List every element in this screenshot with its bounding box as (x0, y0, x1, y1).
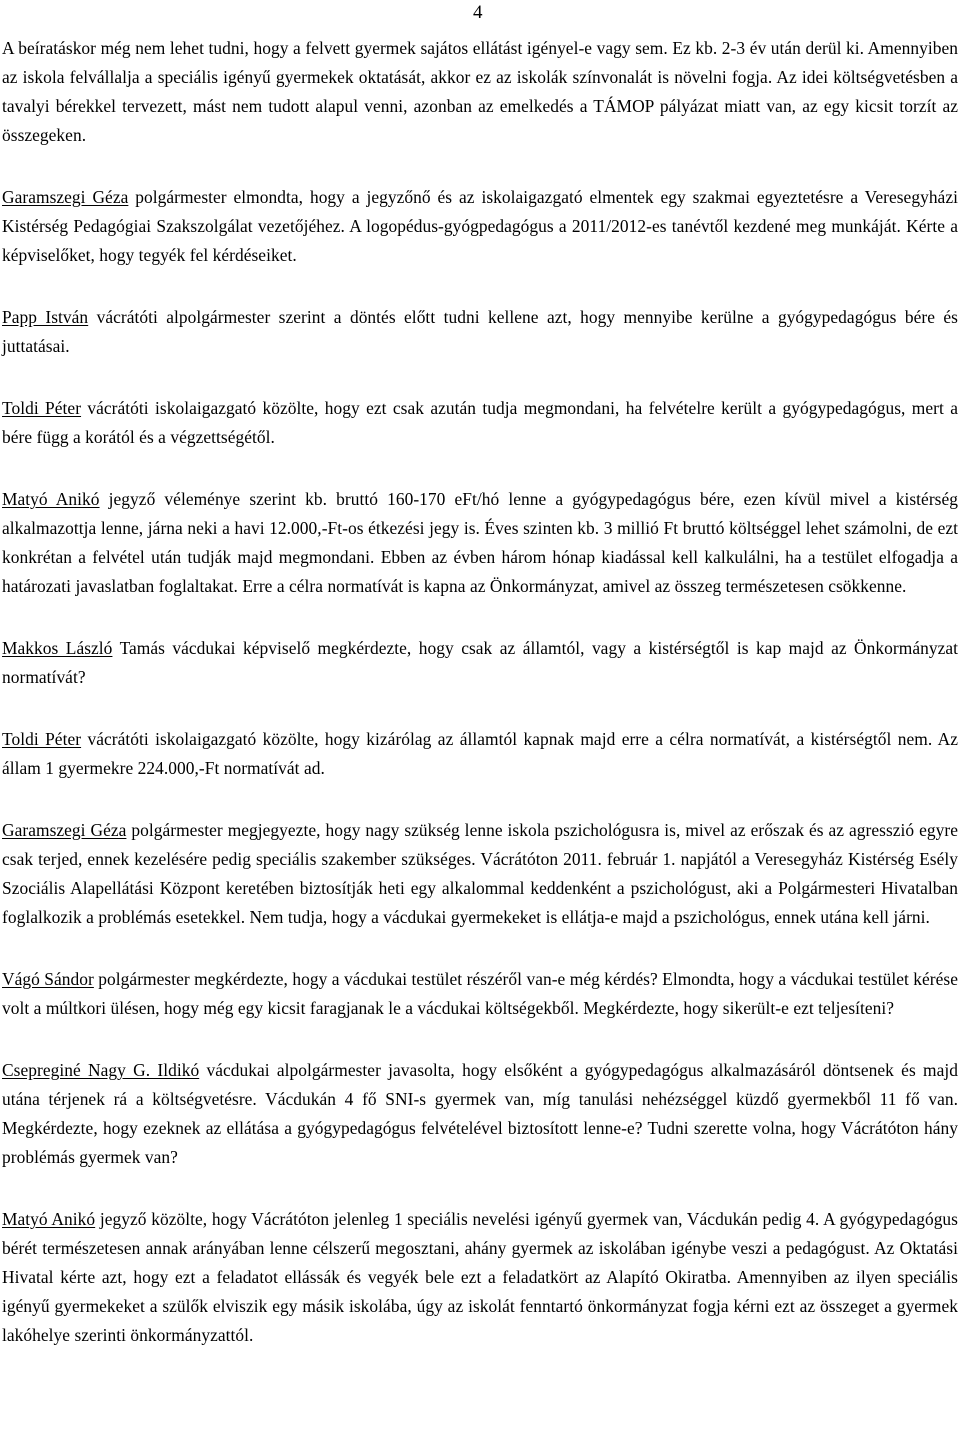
paragraph-text: polgármester megkérdezte, hogy a vácdukai testület részéről van-e még kérdés? Elmondta, hogy a vácdukai testület kérése volt a múltkori ülésen, hogy még egy kicsit faragjanak le a vácdukai költségekből. Megkérdezte, hogy sikerült-e ezt teljesíteni? (2, 969, 958, 1018)
paragraph-2 (2, 183, 958, 270)
paragraph-text: jegyző közölte, hogy Vácrátóton jelenleg 1 speciális nevelési igényű gyermek van, Vácdukán pedig 4. A gyógypedagógus bérét természetesen annak arányában lenne célszerű megosztani, ahány gyermek az iskolában igénybe veszi a pedagógust. Az Oktatási Hivatal kérte azt, hogy ezt a feladatot ellássák és vegyék bele ezt a feladatkört az Alapító Okiratba. Amennyiben az ilyen speciális igényű gyermekeket a szülők elviszik egy másik iskolába, úgy az iskolát fenntartó önkormányzat fogja kérni ezt az összeget a gyermek lakóhelye szerinti önkormányzattól. (2, 1209, 958, 1345)
paragraph-text: vácrátóti iskolaigazgató közölte, hogy kizárólag az államtól kapnak majd erre a célra normatívát, a kistérségtől nem. Az állam 1 gyermekre 224.000,-Ft normatívát ad. (2, 729, 959, 778)
speaker-name: Matyó Anikó (2, 1209, 96, 1229)
speaker-name: Toldi Péter (2, 729, 82, 749)
speaker-name: Csepreginé Nagy G. Ildikó (2, 1060, 200, 1080)
speaker-name: Garamszegi Géza (2, 820, 127, 840)
paragraph-8 (2, 816, 958, 932)
paragraph-text: A beíratáskor még nem lehet tudni, hogy a felvett gyermek sajátos ellátást igényel-e vagy sem. Ez kb. 2-3 év után derül ki. Amennyiben az iskola felvállalja a speciális igényű gyermekek oktatását, akkor ez az iskolák színvonalát is növelni fogja. Az idei költségvetésben a tavalyi bérekkel tervezett, mást nem tudott alapul venni, azonban az emelkedés a TÁMOP pályázat miatt van, az egy kicsit torzít az összegeken. (2, 38, 958, 145)
speaker-name: Vágó Sándor (2, 969, 94, 989)
paragraph-text: polgármester elmondta, hogy a jegyzőnő és az iskolaigazgató elmentek egy szakmai egyeztetésre a Veresegyházi Kistérség Pedagógiai Szakszolgálat vezetőjéhez. A logopédus-gyógpedagógus a 2011/2012-es tanévtől kezdené meg munkáját. Kérte a képviselőket, hogy tegyék fel kérdéseiket. (2, 187, 958, 265)
document-body (2, 34, 958, 1350)
speaker-name: Garamszegi Géza (2, 187, 129, 207)
page-number: 4 (473, 2, 483, 23)
paragraph-1 (2, 34, 958, 150)
speaker-name: Makkos László (2, 638, 113, 658)
paragraph-9 (2, 965, 958, 1023)
paragraph-text: Tamás vácdukai képviselő megkérdezte, hogy csak az államtól, vagy a kistérségtől is kap majd az Önkormányzat normatívát? (2, 638, 958, 687)
paragraph-text: vácdukai alpolgármester javasolta, hogy elsőként a gyógypedagógus alkalmazásáról döntsenek és majd utána térjenek rá a költségvetésre. Vácdukán 4 fő SNI-s gyermek van, míg tanulási nehézséggel küzdő gyermekből 11 fő van. Megkérdezte, hogy ezeknek az ellátása a gyógypedagógus felvételével biztosított lenne-e? Tudni szerette volna, hogy Vácrátóton hány problémás gyermek van? (2, 1060, 958, 1167)
paragraph-10 (2, 1056, 958, 1172)
paragraph-5 (2, 485, 958, 601)
paragraph-6 (2, 634, 958, 692)
speaker-name: Toldi Péter (2, 398, 82, 418)
paragraph-7 (2, 725, 958, 783)
paragraph-11 (2, 1205, 958, 1350)
speaker-name: Matyó Anikó (2, 489, 100, 509)
paragraph-4 (2, 394, 958, 452)
paragraph-text: polgármester megjegyezte, hogy nagy szükség lenne iskola pszichológusra is, mivel az erőszak és az agresszió egyre csak terjed, ennek kezelésére pedig speciális szakember szükséges. Vácrátóton 2011. február 1. napjától a Veresegyház Kistérség Esély Szociális Alapellátási Központ keretében biztosítják heti egy alkalommal keddenként a pszichológust, aki a Polgármesteri Hivatalban foglalkozik a problémás esetekkel. Nem tudja, hogy a vácdukai gyermekeket is ellátja-e majd a pszichológus, ennek utána kell járni. (2, 820, 958, 927)
paragraph-text: vácrátóti alpolgármester szerint a döntés előtt tudni kellene azt, hogy mennyibe kerülne a gyógypedagógus bére és juttatásai. (2, 307, 958, 356)
paragraph-text: vácrátóti iskolaigazgató közölte, hogy ezt csak azután tudja megmondani, ha felvételre került a gyógypedagógus, mert a bére függ a korától és a végzettségétől. (2, 398, 958, 447)
paragraph-text: jegyző véleménye szerint kb. bruttó 160-170 eFt/hó lenne a gyógypedagógus bére, ezen kívül mivel a kistérség alkalmazottja lenne, járna neki a havi 12.000,-Ft-os étkezési jegy is. Éves szinten kb. 3 millió Ft bruttó költséggel lehet számolni, de ezt konkrétan a felvétel után tudják majd megmondani. Ebben az évben három hónap kiadással kell kalkulálni, ha a testület elfogadja a határozati javaslatban foglaltakat. Erre a célra normatívát is kapna az Önkormányzat, amivel az összeg természetesen csökkenne. (2, 489, 958, 596)
paragraph-3 (2, 303, 958, 361)
speaker-name: Papp István (2, 307, 89, 327)
